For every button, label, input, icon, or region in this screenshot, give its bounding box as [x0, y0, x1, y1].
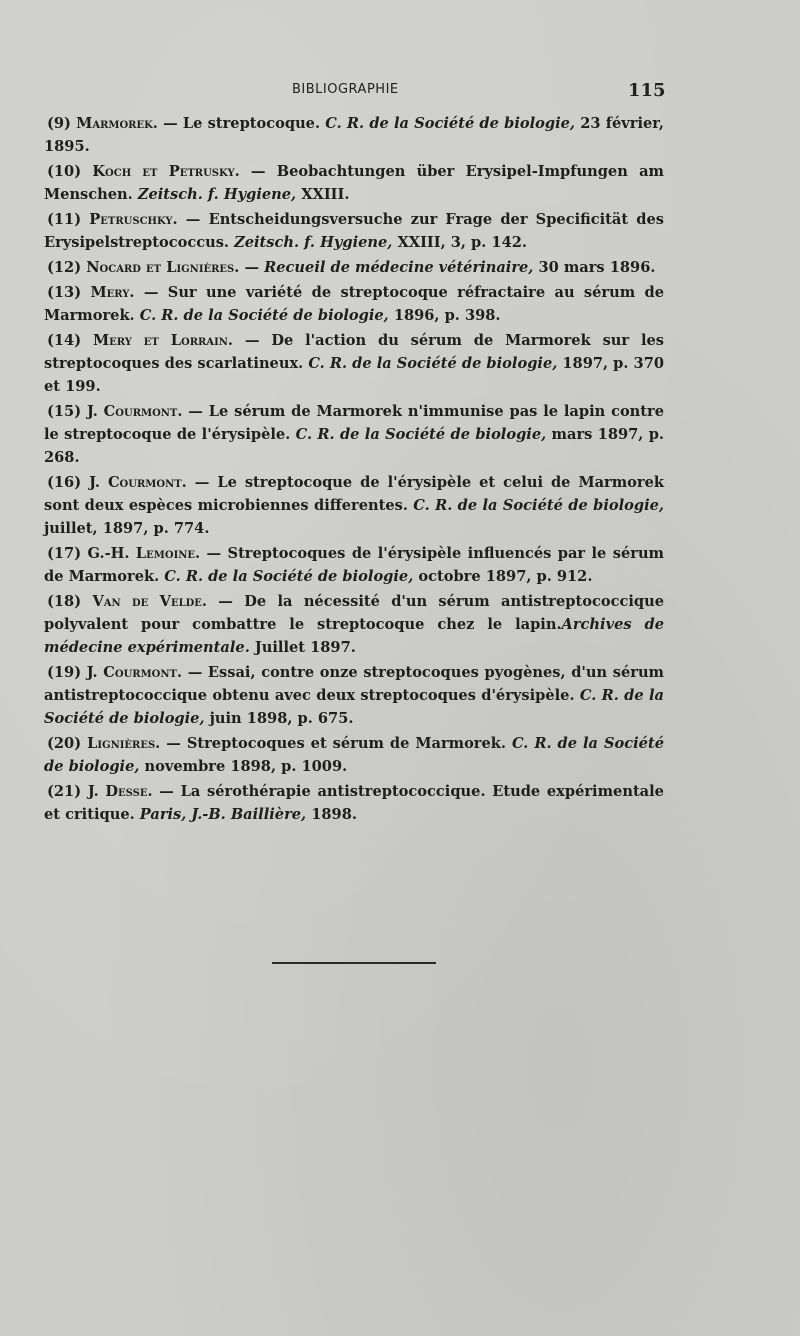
reference-separator: — [182, 403, 209, 420]
reference-separator: — [200, 545, 228, 562]
reference-details: Juillet 1897. [249, 639, 356, 656]
reference-number: (17) [47, 545, 82, 562]
reference-details: juillet, 1897, p. 774. [44, 520, 210, 537]
reference-item [44, 160, 664, 206]
reference-details: 23 février, 1895. [44, 115, 664, 155]
reference-author: J. Courmont. [86, 403, 183, 420]
reference-number: (18) [47, 593, 82, 610]
reference-number: (15) [47, 403, 82, 420]
reference-item [44, 281, 664, 327]
reference-source: C. R. de la Société de biologie, [308, 355, 558, 372]
reference-author: J. Desse. [87, 783, 153, 800]
reference-item [44, 400, 664, 469]
reference-item [44, 732, 664, 778]
reference-source: Recueil de médecine vétérinaire, [264, 259, 534, 276]
end-rule [272, 962, 436, 964]
reference-title: La sérothérapie antistreptococcique. Etude expérimentale et critique. [44, 783, 664, 823]
reference-separator: — [152, 783, 181, 800]
reference-title: Le streptocoque. [182, 115, 326, 132]
reference-title: Le sérum de Marmorek n'immunise pas le lapin contre le streptocoque de l'érysipèle. [44, 403, 665, 443]
reference-title: De la nécessité d'un sérum antistreptococcique polyvalent pour combattre le streptocoque chez le lapin. [44, 593, 664, 633]
reference-item [44, 780, 664, 826]
reference-source: C. R. de la Société de biologie, [44, 687, 664, 727]
reference-details: 30 mars 1896. [533, 259, 656, 276]
reference-separator: — [160, 735, 187, 752]
reference-source: C. R. de la Société de biologie, [325, 115, 575, 132]
reference-separator: — [239, 163, 277, 180]
reference-author: G.-H. Lemoine. [87, 545, 201, 562]
reference-details: octobre 1897, p. 912. [413, 568, 593, 585]
reference-author: Van de Velde. [92, 593, 207, 610]
reference-item [44, 661, 664, 730]
reference-source: C. R. de la Société de biologie, [413, 497, 664, 514]
reference-author: J. Courmont. [86, 664, 183, 681]
reference-number: (13) [47, 284, 82, 301]
reference-number: (16) [47, 474, 82, 491]
reference-author: Petruschky. [89, 211, 178, 228]
reference-item [44, 256, 664, 279]
reference-title: Le streptocoque de l'érysipèle et celui de Marmorek sont deux espèces microbiennes differentes. [44, 474, 665, 514]
reference-author: Marmorek. [76, 115, 158, 132]
reference-details: 1896, p. 398. [388, 307, 501, 324]
reference-separator: — [232, 332, 272, 349]
reference-title: De l'action du sérum de Marmorek sur les streptocoques des scarlatineux. [44, 332, 664, 372]
reference-title: Entscheidungsversuche zur Frage der Specificität des Erysipelstreptococcus. [44, 211, 664, 251]
reference-source: C. R. de la Société de biologie, [164, 568, 414, 585]
reference-item [44, 542, 664, 588]
reference-item [44, 590, 664, 659]
reference-number: (12) [47, 259, 82, 276]
reference-author: Mery et Lorrain. [93, 332, 233, 349]
reference-item [44, 208, 664, 254]
reference-details: 1898. [306, 806, 357, 823]
reference-author: Nocard et Lignières. [86, 259, 240, 276]
reference-author: Mery. [90, 284, 135, 301]
reference-item [44, 112, 664, 158]
reference-source: Archives de médecine expérimentale. [44, 616, 664, 656]
reference-number: (20) [47, 735, 82, 752]
reference-separator: — [186, 474, 218, 491]
reference-title: Essai, contre onze streptocoques pyogènes, d'un sérum antistreptococcique obtenu avec deux streptocoques d'érysipèle. [44, 664, 664, 704]
reference-separator: — [177, 211, 209, 228]
reference-number: (21) [47, 783, 82, 800]
reference-title: Sur une variété de streptocoque réfractaire au sérum de Marmorek. [44, 284, 664, 324]
reference-number: (19) [47, 664, 82, 681]
running-title: BIBLIOGRAPHIE [292, 82, 399, 97]
reference-separator: — [182, 664, 208, 681]
reference-details: mars 1897, p. 268. [44, 426, 665, 466]
reference-item [44, 329, 664, 398]
reference-number: (11) [47, 211, 82, 228]
reference-separator: — [206, 593, 245, 610]
reference-separator: — [134, 284, 168, 301]
reference-details: 1897, p. 370 et 199. [44, 355, 665, 395]
page-number: 115 [628, 80, 666, 101]
reference-separator: — [239, 259, 265, 276]
reference-title: Streptocoques et sérum de Marmorek. [186, 735, 512, 752]
reference-number: (14) [47, 332, 82, 349]
reference-number: (10) [47, 163, 82, 180]
reference-separator: — [157, 115, 183, 132]
reference-source: Paris, J.-B. Baillière, [139, 806, 307, 823]
reference-source: C. R. de la Société de biologie, [139, 307, 389, 324]
reference-source: Zeitsch. f. Hygiene, [234, 234, 393, 251]
reference-item [44, 471, 664, 540]
reference-title: Streptocoques de l'érysipèle influencés par le sérum de Marmorek. [44, 545, 664, 585]
reference-details: novembre 1898, p. 1009. [139, 758, 348, 775]
reference-author: Koch et Petrusky. [92, 163, 240, 180]
reference-source: Zeitsch. f. Hygiene, [137, 186, 297, 203]
reference-author: Lignières. [87, 735, 161, 752]
reference-source: C. R. de la Société de biologie, [295, 426, 547, 443]
running-head [0, 80, 800, 104]
reference-author: J. Courmont. [89, 474, 187, 491]
reference-details: XXIII. [296, 186, 350, 203]
reference-details: juin 1898, p. 675. [204, 710, 354, 727]
reference-number: (9) [47, 115, 71, 132]
reference-title: Beobachtungen über Erysipel-Impfungen am Menschen. [44, 163, 664, 203]
reference-source: C. R. de la Société de biologie, [44, 735, 664, 775]
bibliography-list [44, 112, 664, 828]
reference-details: XXIII, 3, p. 142. [392, 234, 527, 251]
